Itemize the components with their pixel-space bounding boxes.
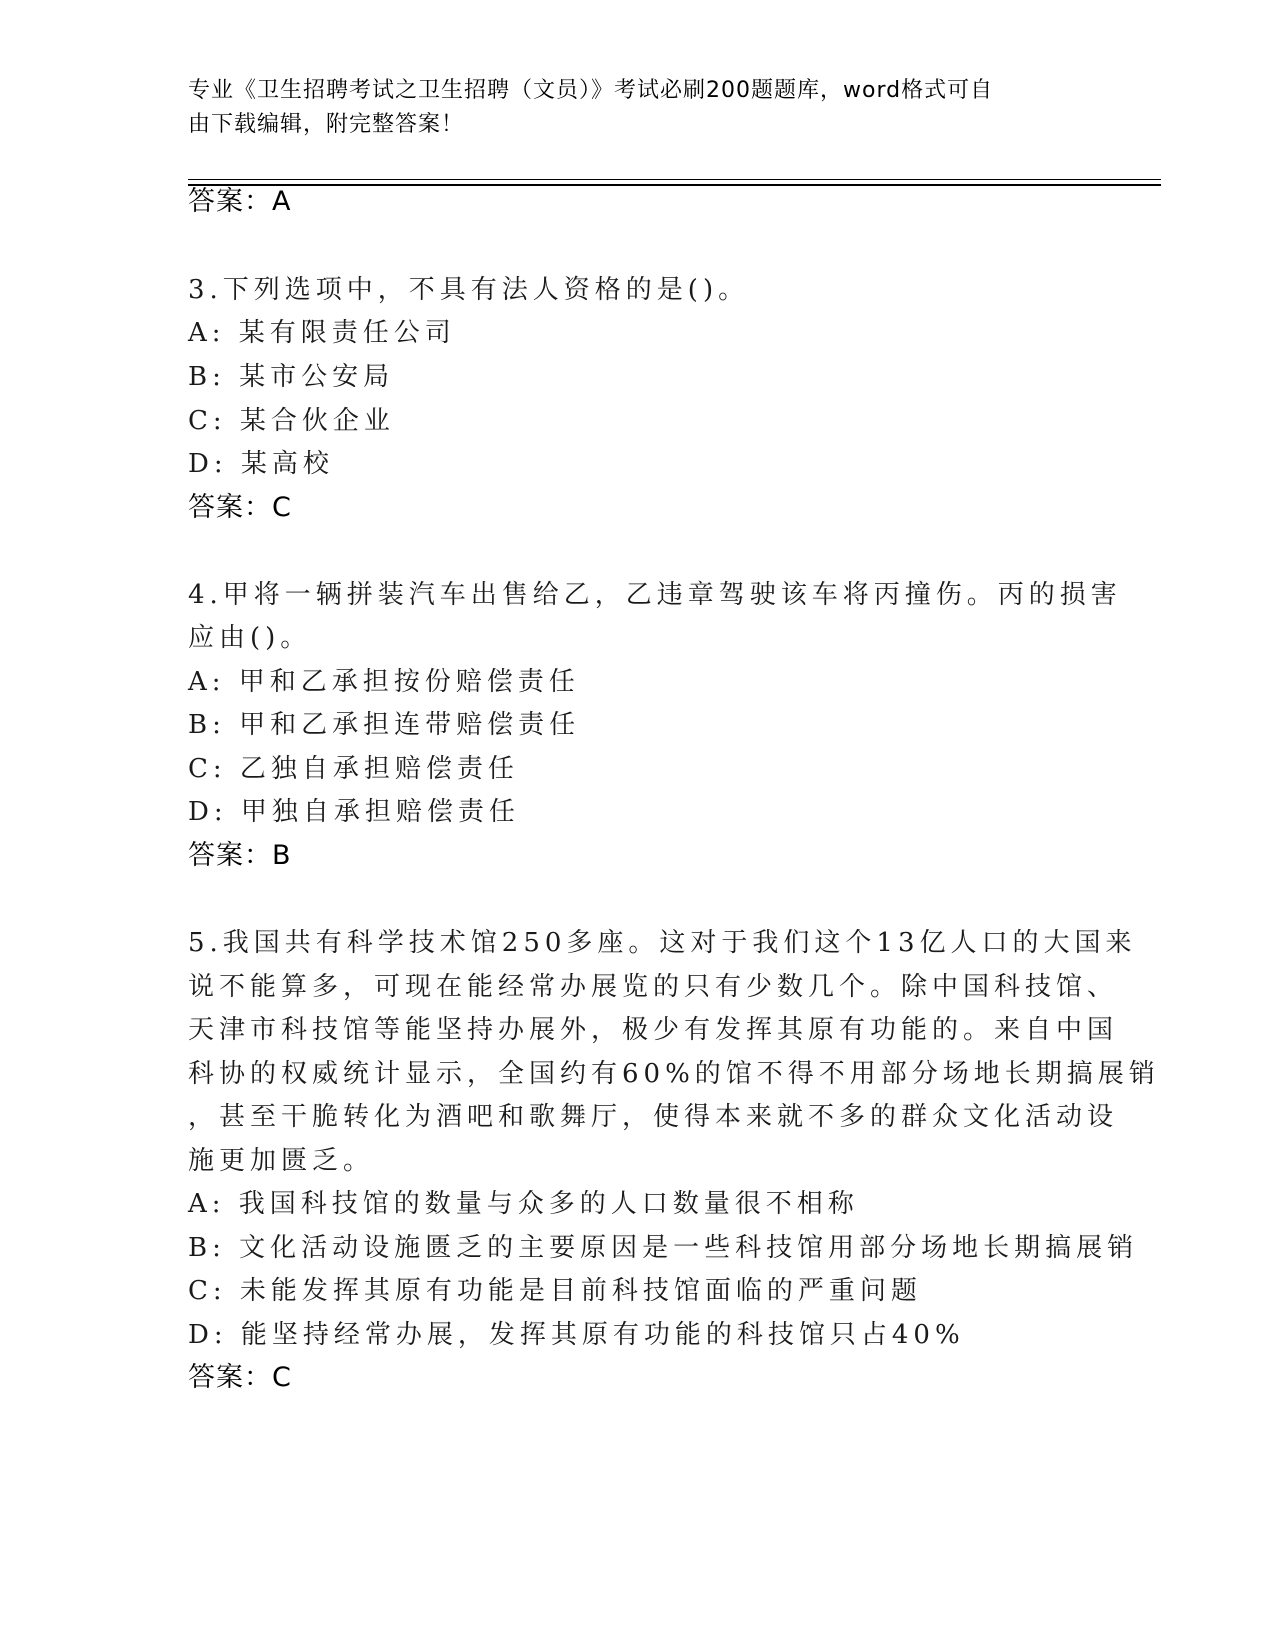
- answer-q4: 答案：B: [188, 840, 292, 871]
- question-3-option-a: A: 某有限责任公司: [188, 318, 456, 348]
- question-3-option-b: B: 某市公安局: [188, 362, 395, 392]
- header-divider-thin: [188, 179, 1161, 180]
- answer-q3: 答案：C: [188, 492, 292, 523]
- header-divider-thick: [188, 184, 1161, 186]
- question-5-option-c: C: 未能发挥其原有功能是目前科技馆面临的严重问题: [188, 1276, 922, 1306]
- question-4-option-c: C: 乙独自承担赔偿责任: [188, 754, 519, 784]
- question-3-option-c: C: 某合伙企业: [188, 406, 395, 436]
- question-5-stem-line-2: 说不能算多，可现在能经常办展览的只有少数几个。除中国科技馆、: [188, 972, 1119, 1002]
- question-5-stem-line-6: 施更加匮乏。: [188, 1146, 375, 1176]
- answer-q2: 答案：A: [188, 186, 292, 217]
- question-3-stem: 3.下列选项中，不具有法人资格的是()。: [188, 275, 750, 305]
- question-5-option-b: B: 文化活动设施匮乏的主要原因是一些科技馆用部分场地长期搞展销: [188, 1233, 1139, 1263]
- question-5-stem-line-5: ，甚至干脆转化为酒吧和歌舞厅，使得本来就不多的群众文化活动设: [188, 1102, 1119, 1132]
- question-4-stem-line-1: 4.甲将一辆拼装汽车出售给乙，乙违章驾驶该车将丙撞伤。丙的损害: [188, 580, 1122, 610]
- question-4-option-b: B: 甲和乙承担连带赔偿责任: [188, 710, 581, 740]
- question-5-option-a: A: 我国科技馆的数量与众多的人口数量很不相称: [188, 1189, 859, 1219]
- header-line-1: 专业《卫生招聘考试之卫生招聘（文员）》考试必刷200题题库，word格式可自: [188, 78, 994, 103]
- question-5-stem-line-4: 科协的权威统计显示，全国约有60%的馆不得不用部分场地长期搞展销: [188, 1059, 1160, 1089]
- question-5-option-d: D: 能坚持经常办展，发挥其原有功能的科技馆只占40%: [188, 1320, 965, 1350]
- question-3-option-d: D: 某高校: [188, 449, 334, 479]
- header-line-2: 由下载编辑，附完整答案！: [188, 112, 465, 137]
- question-5-stem-line-3: 天津市科技馆等能坚持办展外，极少有发挥其原有功能的。来自中国: [188, 1015, 1119, 1045]
- answer-q5: 答案：C: [188, 1362, 292, 1393]
- question-4-stem-line-2: 应由()。: [188, 623, 312, 653]
- question-4-option-d: D: 甲独自承担赔偿责任: [188, 797, 520, 827]
- question-5-stem-line-1: 5.我国共有科学技术馆250多座。这对于我们这个13亿人口的大国来: [188, 928, 1137, 958]
- page-header: [188, 74, 1088, 142]
- question-4-option-a: A: 甲和乙承担按份赔偿责任: [188, 667, 580, 697]
